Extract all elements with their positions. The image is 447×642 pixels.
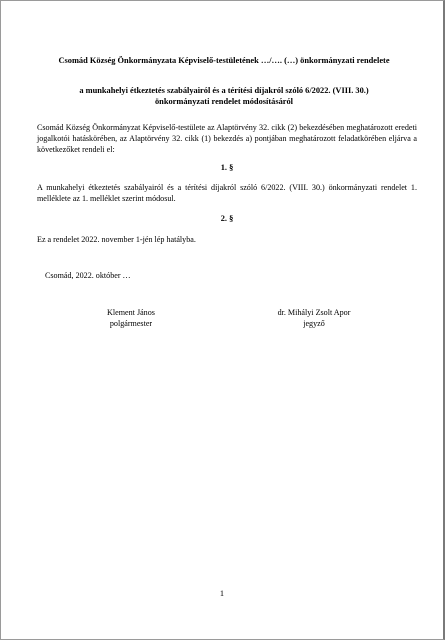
signature-block-right — [239, 308, 389, 329]
signatory-left-name: Klement János — [107, 308, 155, 317]
section-2-heading: 2. § — [220, 214, 234, 223]
signatory-right-name: dr. Mihályi Zsolt Apor — [277, 308, 351, 317]
signatory-left-title: polgármester — [109, 318, 153, 328]
subtitle-line-1: a munkahelyi étkeztetés szabályairól és a térítési díjakról szóló 6/2022. (VIII. 30.) — [79, 86, 369, 95]
section-1-heading: 1. § — [220, 163, 234, 172]
document-title: Csomád Község Önkormányzata Képviselő-testületének …/…. (…) önkormányzati rendelete — [58, 56, 390, 65]
place-date: Csomád, 2022. október … — [45, 271, 131, 280]
signatory-right-title: jegyző — [303, 318, 325, 328]
preamble-paragraph: Csomád Község Önkormányzat Képviselő-testülete az Alaptörvény 32. cikk (2) bekezdésében meghatározott eredeti jogalkotói hatáskörében, az Alaptörvény 32. cikk (1) bekezdés a) pontjában meghatározott feladatkörében eljárva a következőket rendeli el: — [37, 123, 417, 154]
document-subtitle — [19, 85, 429, 107]
signature-block-left — [56, 308, 206, 329]
section-2-text: Ez a rendelet 2022. november 1-jén lép hatályba. — [37, 235, 196, 244]
page-number: 1 — [219, 589, 225, 598]
section-1-text: A munkahelyi étkeztetés szabályairól és a térítési díjakról szóló 6/2022. (VIII. 30.) önkormányzati rendelet 1. melléklete az 1. melléklet szerint módosul. — [37, 183, 417, 203]
subtitle-line-2: önkormányzati rendelet módosításáról — [154, 97, 294, 106]
